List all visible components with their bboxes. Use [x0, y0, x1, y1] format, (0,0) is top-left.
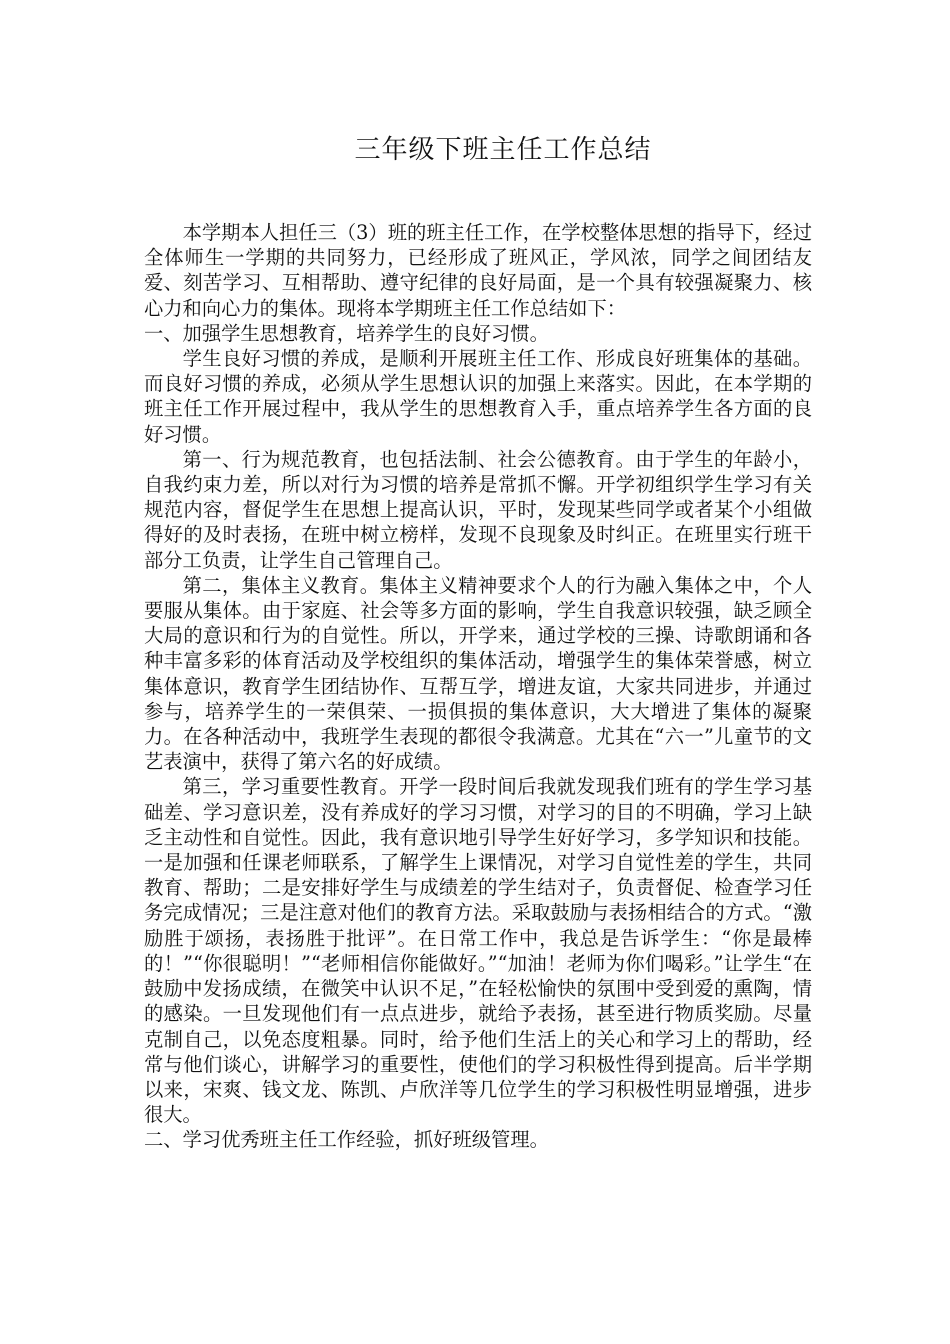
paragraph-intro: 本学期本人担任三（3）班的班主任工作，在学校整体思想的指导下，经过全体师生一学期的共同努力，已经形成了班风正，学风浓，同学之间团结友爱、刻苦学习、互相帮助、遵守纪律的良好局面，是一个具有较强凝聚力、核心力和向心力的集体。现将本学期班主任工作总结如下： — [144, 221, 812, 320]
paragraph-second: 第二，集体主义教育。集体主义精神要求个人的行为融入集体之中，个人要服从集体。由于家庭、社会等多方面的影响，学生自我意识较强，缺乏顾全大局的意识和行为的自觉性。所以，开学来，通过学校的三操、诗歌朗诵和各种丰富多彩的体育活动及学校组织的集体活动，增强学生的集体荣誉感，树立集体意识，教育学生团结协作、互帮互学，增进友谊，大家共同进步，并通过参与，培养学生的一荣俱荣、一损俱损的集体意识，大大增进了集体的凝聚力。在各种活动中，我班学生表现的都很令我满意。尤其在“六一”儿童节的文艺表演中，获得了第六名的好成绩。 — [144, 573, 812, 774]
section-heading-1: 一、加强学生思想教育，培养学生的良好习惯。 — [144, 321, 549, 345]
paragraph-third: 第三，学习重要性教育。开学一段时间后我就发现我们班有的学生学习基础差、学习意识差，没有养成好的学习习惯，对学习的目的不明确，学习上缺乏主动性和自觉性。因此，我有意识地引导学生好好学习，多学知识和技能。一是加强和任课老师联系，了解学生上课情况，对学习自觉性差的学生，共同教育、帮助；二是安排好学生与成绩差的学生结对子，负责督促、检查学习任务完成情况；三是注意对他们的教育方法。采取鼓励与表扬相结合的方式。“激励胜于颂扬，表扬胜于批评”。在日常工作中，我总是告诉学生：“你是最棒的！”“你很聪明！”“老师相信你能做好。”“加油！老师为你们喝彩。”让学生“在鼓励中发扬成绩，在微笑中认识不足，”在轻松愉快的氛围中受到爱的熏陶，情的感染。一旦发现他们有一点点进步，就给予表扬，甚至进行物质奖励。尽量克制自己，以免态度粗暴。同时，给予他们生活上的关心和学习上的帮助，经常与他们谈心，讲解学习的重要性，使他们的学习积极性得到提高。后半学期以来，宋爽、钱文龙、陈凯、卢欣洋等几位学生的学习积极性明显增强，进步很大。 — [144, 775, 812, 1127]
paragraph-first: 第一、行为规范教育，也包括法制、社会公德教育。由于学生的年龄小，自我约束力差，所以对行为习惯的培养是常抓不懈。开学初组织学生学习有关规范内容，督促学生在思想上提高认识，平时，发现某些同学或者某个小组做得好的及时表扬，在班中树立榜样，发现不良现象及时纠正。在班里实行班干部分工负责，让学生自己管理自己。 — [144, 447, 812, 572]
document-body — [144, 220, 812, 1153]
section-heading-2: 二、学习优秀班主任工作经验，抓好班级管理。 — [144, 1128, 549, 1152]
paragraph-habits: 学生良好习惯的养成，是顺利开展班主任工作、形成良好班集体的基础。而良好习惯的养成，必须从学生思想认识的加强上来落实。因此，在本学期的班主任工作开展过程中，我从学生的思想教育入手，重点培养学生各方面的良好习惯。 — [144, 347, 812, 446]
document-title: 三年级下班主任工作总结 — [354, 135, 652, 165]
